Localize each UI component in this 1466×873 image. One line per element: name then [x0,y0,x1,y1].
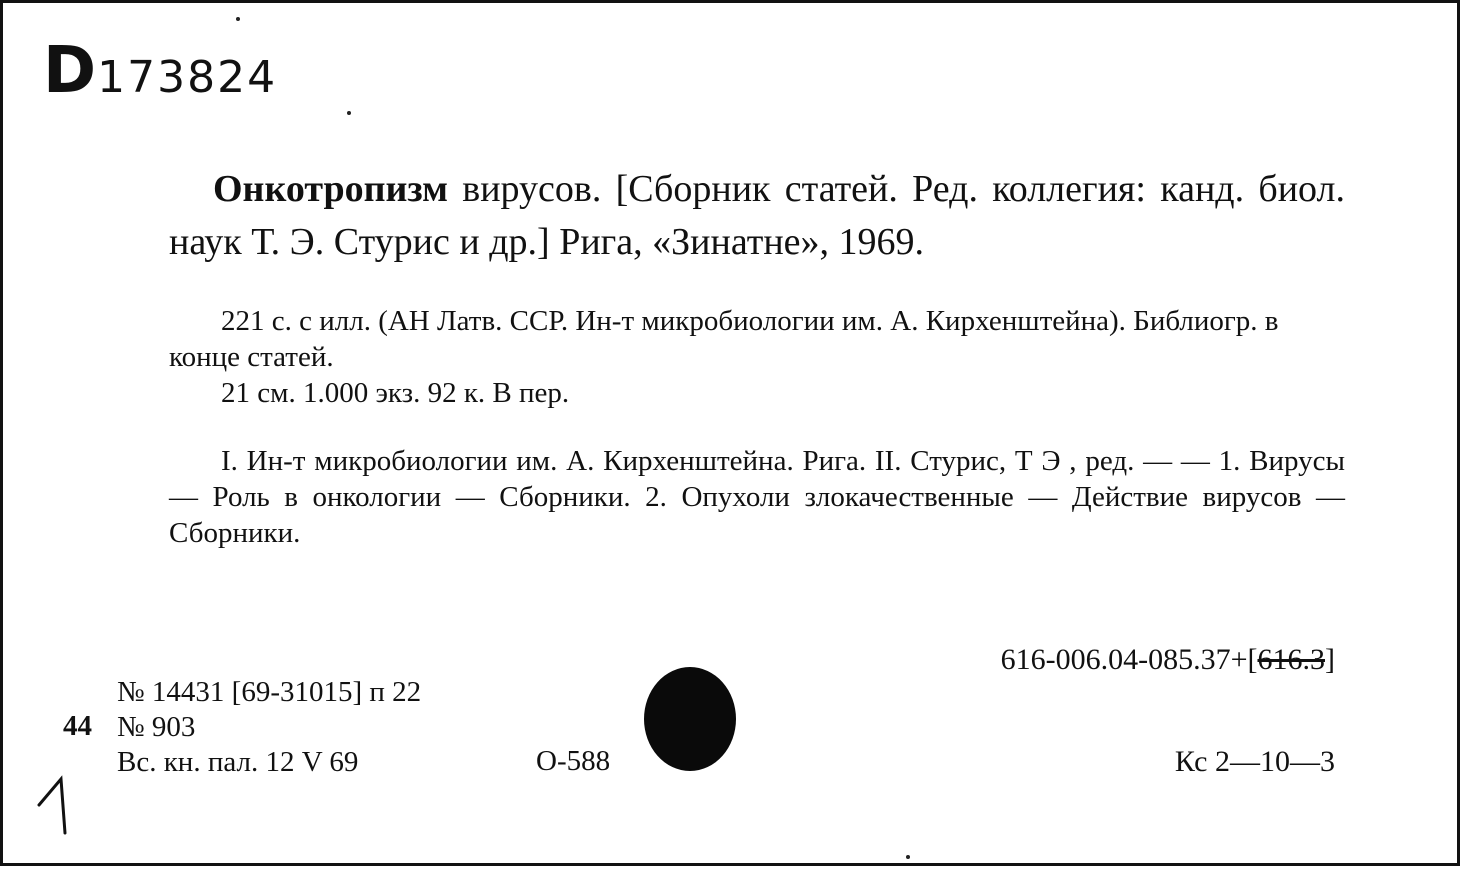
registry-line: Вс. кн. пал. 12 V 69 [117,746,359,778]
udc-close: ] [1325,643,1335,676]
title-block [169,163,1345,269]
title-rest: вирусов. [Сборник статей. Ред. коллегия: канд. биол. наук Т. Э. Стурис и др.] Рига, «Зинатне», 1969. [169,168,1345,263]
card-id-letter: D [43,34,98,108]
speck [347,111,351,115]
udc-code [1001,643,1335,677]
o-class: О-588 [536,745,611,777]
imprint-block [117,675,421,780]
physical-description [169,303,1345,411]
desc-line-2: 21 см. 1.000 экз. 92 к. В пер. [221,377,570,409]
handwritten-mark-icon [31,775,81,835]
speck [906,855,910,859]
card-id [43,34,278,108]
desc-line-1: 221 с. с илл. (АН Латв. ССР. Ин-т микробиологии им. А. Кирхенштейна). Библиогр. в конце статей. [169,305,1279,373]
card-id-number: 173824 [97,52,278,103]
speck [236,17,240,21]
order-line: № 14431 [69-31015] п 22 [117,676,422,708]
subject-headings [169,443,1345,551]
subjects-text: I. Ин-т микробиологии им. А. Кирхенштейна. Рига. II. Стурис, Т Э , ред. — — 1. Вирусы — Роль в онкологии — Сборники. 2. Опухоли злокачественные — Действие вирусов — Сборники. [169,445,1345,549]
udc-struck: 616.3 [1257,643,1325,676]
punch-hole [644,667,736,771]
udc-main: 616-006.04-085.37+[ [1000,643,1258,676]
title-bold: Онкотропизм [213,168,449,210]
number-line: № 903 [117,711,196,743]
prefix-number: 44 [63,710,92,742]
price-class: Кс 2—10—3 [1174,745,1335,778]
